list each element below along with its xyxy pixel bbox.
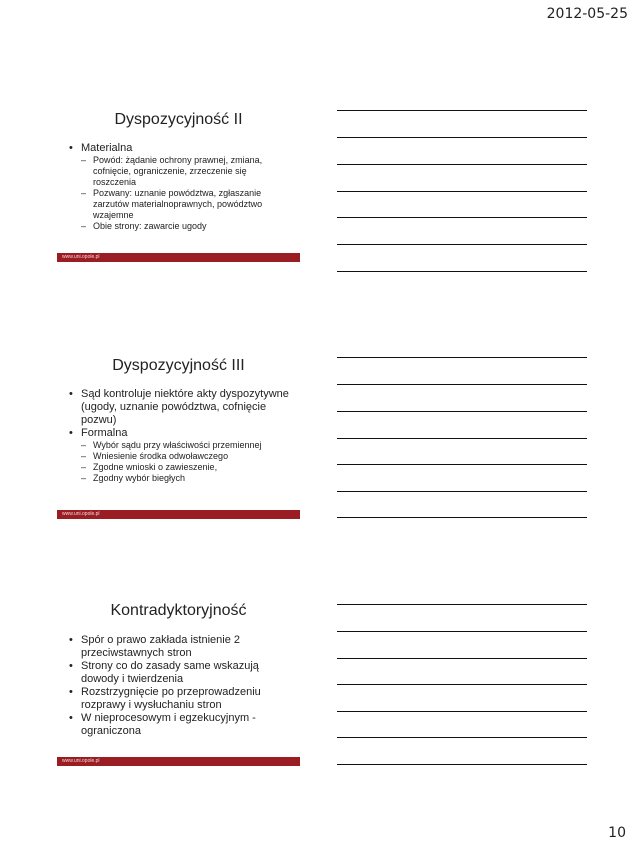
- note-line: [337, 110, 587, 111]
- sub-bullet-text: Pozwany: uznanie powództwa, zgłaszanie zarzutów materialnoprawnych, powództwo wzajemne: [93, 188, 263, 220]
- bullet-text: Rozstrzygnięcie po przeprowadzeniu rozprawy i wysłuchaniu stron: [81, 686, 261, 711]
- sub-bullet-item: – Zgodne wnioski o zawieszenie,: [81, 462, 218, 472]
- sub-bullet-text: Obie strony: zawarcie ugody: [93, 221, 207, 231]
- sub-bullet-item: – Powód: żądanie ochrony prawnej, zmiana, cofnięcie, ograniczenie, zrzeczenie się roszczenia: [81, 155, 263, 187]
- sub-bullet-text: Wniesienie środka odwoławczego: [93, 451, 229, 461]
- sub-bullet-item: – Wniesienie środka odwoławczego: [81, 451, 229, 461]
- slide-title: Dyspozycyjność III: [112, 357, 245, 374]
- note-line: [337, 164, 587, 165]
- note-line: [337, 737, 587, 738]
- bullet-text: Strony co do zasady same wskazują dowody i twierdzenia: [81, 660, 259, 685]
- page-number: 10: [608, 825, 626, 841]
- slide-title: Kontradyktoryjność: [110, 602, 247, 619]
- note-line: [337, 384, 587, 385]
- bullet-item: • W nieprocesowym i egzekucyjnym - ograniczona: [69, 712, 256, 737]
- sub-bullet-text: Powód: żądanie ochrony prawnej, zmiana, cofnięcie, ograniczenie, zrzeczenie się roszczenia: [93, 155, 263, 187]
- bullet-text: Sąd kontroluje niektóre akty dyspozytywne (ugody, uznanie powództwa, cofnięcie pozwu): [81, 388, 289, 426]
- sub-bullet-item: – Wybór sądu przy właściwości przemiennej: [81, 440, 262, 450]
- slide-3: [57, 602, 300, 766]
- note-line: [337, 438, 587, 439]
- footer-url: www.uni.opole.pl: [62, 254, 100, 260]
- note-line: [337, 357, 587, 358]
- bullet-list: [67, 388, 292, 484]
- note-line: [337, 217, 587, 218]
- sub-bullet-item: – Zgodny wybór biegłych: [81, 473, 186, 483]
- bullet-item: • Materialna: [69, 142, 133, 154]
- bullet-text: Materialna: [81, 142, 133, 154]
- note-line: [337, 684, 587, 685]
- note-line: [337, 244, 587, 245]
- bullet-item: • Strony co do zasady same wskazują dowody i twierdzenia: [69, 660, 259, 685]
- bullet-text: Spór o prawo zakłada istnienie 2 przeciwstawnych stron: [81, 634, 240, 659]
- sub-bullet-text: Wybór sądu przy właściwości przemiennej: [93, 440, 262, 450]
- note-line: [337, 464, 587, 465]
- note-line: [337, 137, 587, 138]
- slide-footer-bar: [57, 253, 300, 262]
- sub-bullet-item: – Pozwany: uznanie powództwa, zgłaszanie zarzutów materialnoprawnych, powództwo wzajemne: [81, 188, 263, 220]
- note-line: [337, 631, 587, 632]
- note-line: [337, 711, 587, 712]
- slide-2: [57, 355, 300, 519]
- footer-url: www.uni.opole.pl: [62, 511, 100, 517]
- slide-1: [57, 98, 300, 262]
- sub-bullet-text: Zgodne wnioski o zawieszenie,: [93, 462, 218, 472]
- sub-bullet-item: – Obie strony: zawarcie ugody: [81, 221, 207, 231]
- note-line: [337, 491, 587, 492]
- sub-bullet-text: Zgodny wybór biegłych: [93, 473, 186, 483]
- footer-url: www.uni.opole.pl: [62, 758, 100, 764]
- note-line: [337, 764, 587, 765]
- note-line: [337, 517, 587, 518]
- slide-title: Dyspozycyjność II: [114, 111, 243, 128]
- bullet-item: • Sąd kontroluje niektóre akty dyspozytywne (ugody, uznanie powództwa, cofnięcie pozwu): [69, 388, 289, 426]
- bullet-list: [67, 142, 292, 232]
- note-line: [337, 191, 587, 192]
- slide-footer-bar: [57, 510, 300, 519]
- bullet-text: W nieprocesowym i egzekucyjnym - ograniczona: [81, 712, 256, 737]
- note-line: [337, 271, 587, 272]
- note-line: [337, 411, 587, 412]
- note-line: [337, 658, 587, 659]
- bullet-item: • Formalna: [69, 427, 128, 439]
- note-line: [337, 604, 587, 605]
- bullet-text: Formalna: [81, 427, 128, 439]
- bullet-item: • Rozstrzygnięcie po przeprowadzeniu rozprawy i wysłuchaniu stron: [69, 686, 261, 711]
- slide-footer-bar: [57, 757, 300, 766]
- bullet-list: [67, 634, 292, 738]
- bullet-item: • Spór o prawo zakłada istnienie 2 przeciwstawnych stron: [69, 634, 240, 659]
- page-date: 2012-05-25: [546, 6, 628, 22]
